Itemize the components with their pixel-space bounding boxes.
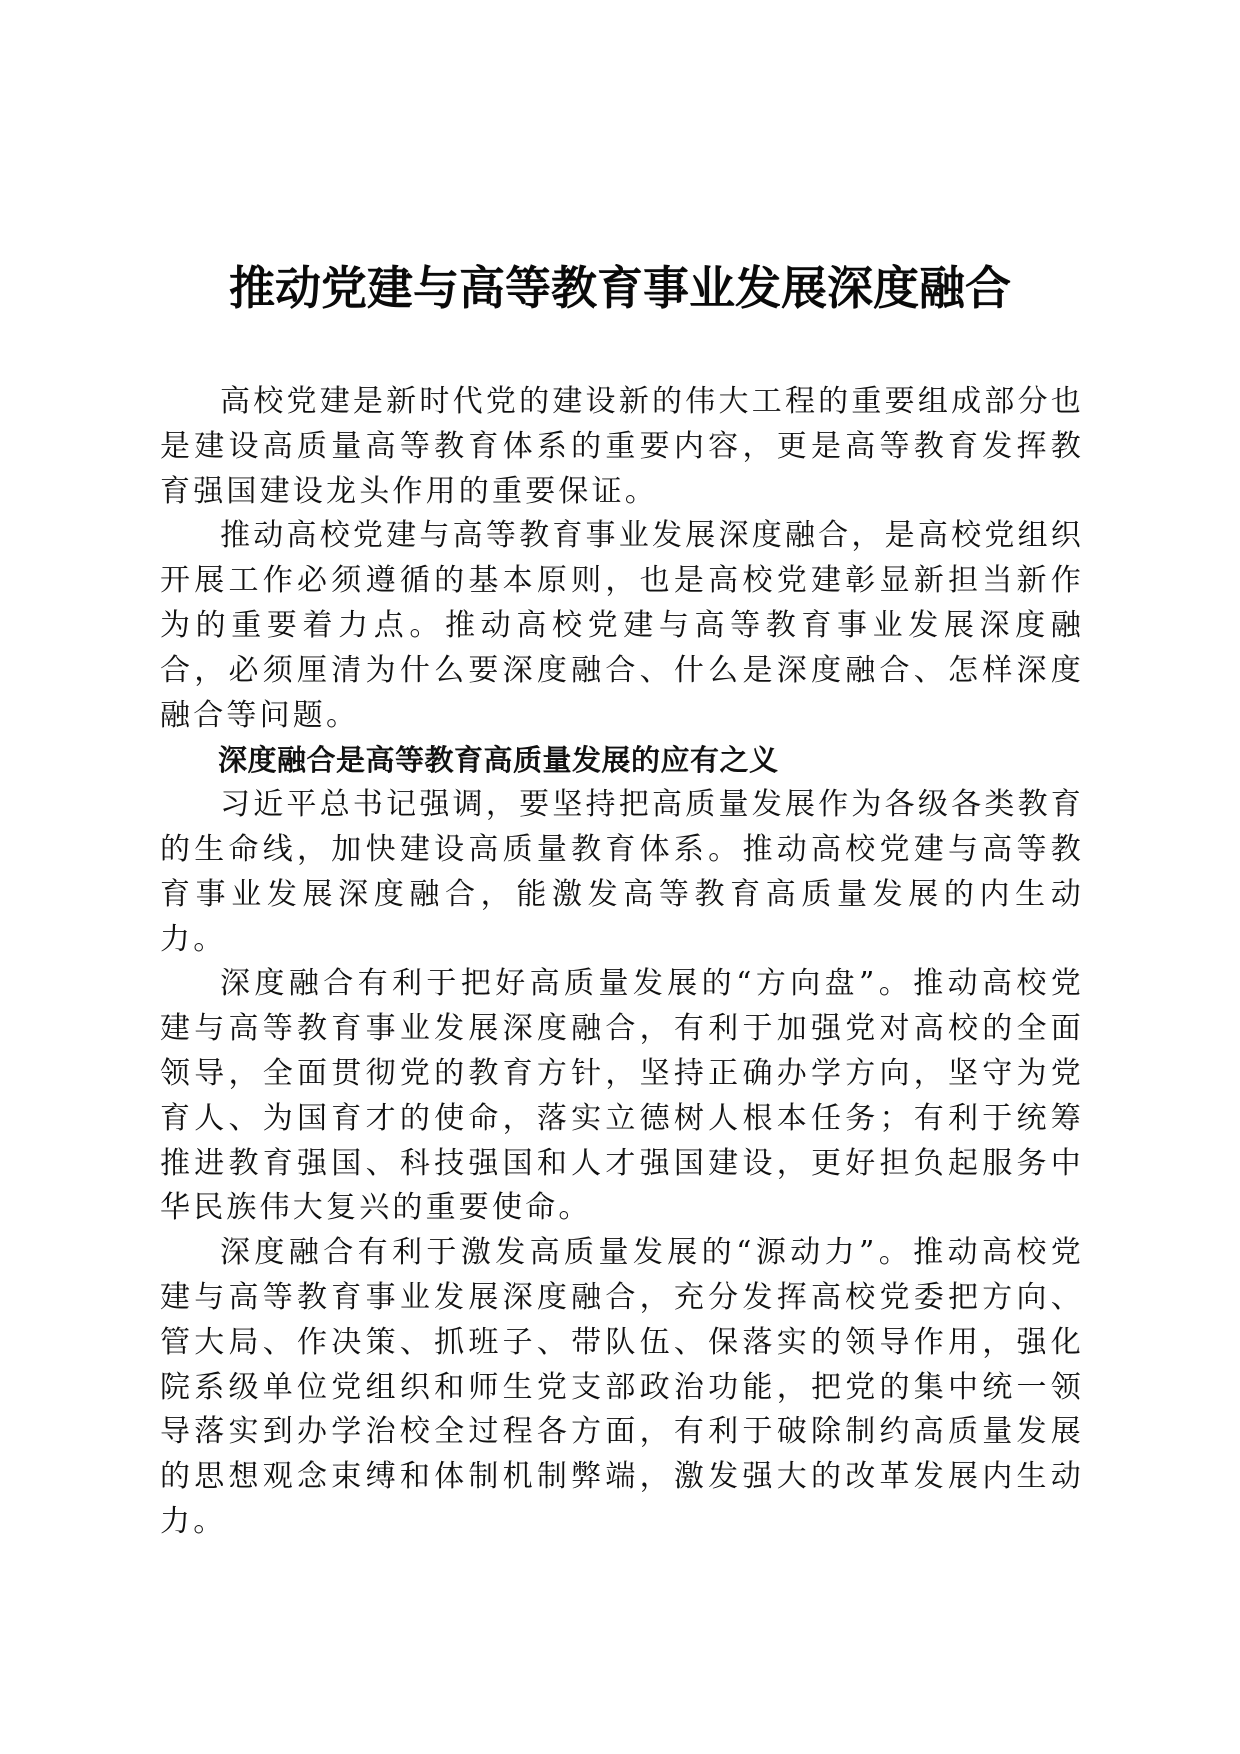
paragraph-intro: 高校党建是新时代党的建设新的伟大工程的重要组成部分也是建设高质量高等教育体系的重要内容，更是高等教育发挥教育强国建设龙头作用的重要保证。 — [160, 384, 1084, 509]
paragraph-section-2: 深度融合有利于把好高质量发展的“方向盘”。推动高校党建与高等教育事业发展深度融合，有利于加强党对高校的全面领导，全面贯彻党的教育方针，坚持正确办学方向，坚守为党育人、为国育才的使命，落实立德树人根本任务；有利于统筹推进教育强国、科技强国和人才强国建设，更好担负起服务中华民族伟大复兴的重要使命。 — [160, 966, 1084, 1226]
section-heading: 深度融合是高等教育高质量发展的应有之义 — [218, 743, 779, 778]
paragraph-principle: 推动高校党建与高等教育事业发展深度融合，是高校党组织开展工作必须遵循的基本原则，也是高校党建彰显新担当新作为的重要着力点。推动高校党建与高等教育事业发展深度融合，必须厘清为什么要深度融合、什么是深度融合、怎样深度融合等问题。 — [160, 518, 1084, 733]
paragraph-section-3: 深度融合有利于激发高质量发展的“源动力”。推动高校党建与高等教育事业发展深度融合，充分发挥高校党委把方向、管大局、作决策、抓班子、带队伍、保落实的领导作用，强化院系级单位党组织和师生党支部政治功能，把党的集中统一领导落实到办学治校全过程各方面，有利于破除制约高质量发展的思想观念束缚和体制机制弊端，激发强大的改革发展内生动力。 — [160, 1235, 1084, 1539]
document-body — [160, 380, 1084, 1545]
document-title: 推动党建与高等教育事业发展深度融合 — [229, 261, 1011, 315]
paragraph-section-1: 习近平总书记强调，要坚持把高质量发展作为各级各类教育的生命线，加快建设高质量教育体系。推动高校党建与高等教育事业发展深度融合，能激发高等教育高质量发展的内生动力。 — [160, 787, 1084, 957]
